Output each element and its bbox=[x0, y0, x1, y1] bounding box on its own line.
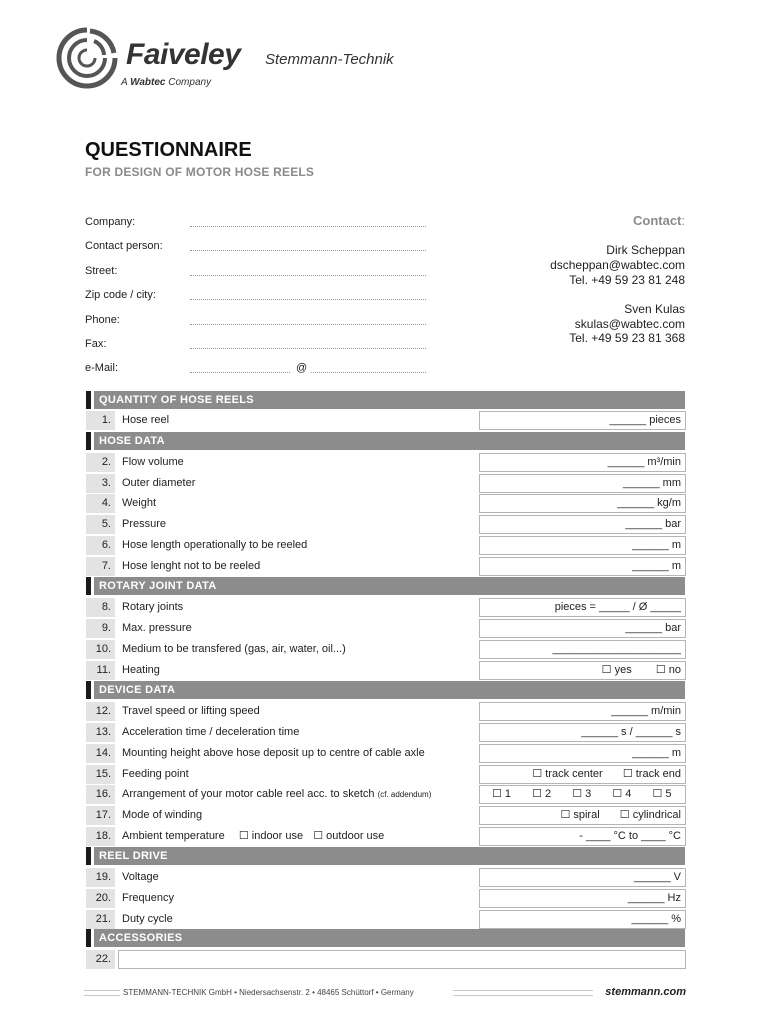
row-number: 20. bbox=[86, 889, 115, 908]
row-label: Mode of winding bbox=[122, 809, 203, 821]
spiral-checkbox[interactable]: ☐ spiral bbox=[560, 809, 600, 821]
row-label: Feeding point bbox=[122, 768, 189, 780]
tag-brand: Wabtec bbox=[130, 77, 166, 88]
contact2-tel: Tel. +49 59 23 81 368 bbox=[569, 331, 685, 345]
section-title: REEL DRIVE bbox=[94, 847, 685, 865]
section-hose-data bbox=[86, 432, 685, 450]
section-marker bbox=[86, 577, 91, 595]
row-number: 9. bbox=[86, 619, 115, 638]
row-unit: ______ V bbox=[633, 871, 681, 883]
row-label-note: (cf. addendum) bbox=[377, 790, 432, 799]
row-label: Mounting height above hose deposit up to centre of cable axle bbox=[122, 747, 425, 759]
max-pressure-field[interactable] bbox=[479, 619, 686, 638]
row-unit: ______ m bbox=[632, 539, 681, 551]
row-21 bbox=[86, 910, 685, 929]
acceleration-time-field[interactable] bbox=[479, 723, 686, 742]
hose-reel-quantity-field[interactable] bbox=[479, 411, 686, 430]
row-label: Outer diameter bbox=[122, 477, 196, 489]
tag-suffix: Company bbox=[168, 77, 212, 88]
company-field[interactable] bbox=[190, 225, 426, 227]
row-label: Hose length operationally to be reeled bbox=[122, 539, 308, 551]
row-number: 7. bbox=[86, 557, 115, 576]
zip-city-field[interactable] bbox=[190, 298, 426, 300]
tag-prefix: A bbox=[121, 77, 128, 88]
row-unit: ______ bar bbox=[625, 518, 681, 530]
row-label: Hose lenght not to be reeled bbox=[122, 560, 261, 572]
footer-address: STEMMANN-TECHNIK GmbH • Niedersachsenstr. 2 • 48465 Schüttorf • Germany bbox=[123, 988, 414, 997]
hose-length-not-reeled-field[interactable] bbox=[479, 557, 686, 576]
page-title: QUESTIONNAIRE bbox=[85, 139, 252, 161]
row-number: 12. bbox=[86, 702, 115, 721]
section-title: ACCESSORIES bbox=[94, 929, 685, 947]
section-marker bbox=[86, 847, 91, 865]
brand-subname: Stemmann-Technik bbox=[265, 51, 394, 68]
contact1-tel: Tel. +49 59 23 81 248 bbox=[569, 273, 685, 287]
row-unit: ______ m bbox=[632, 747, 681, 759]
row-17 bbox=[86, 806, 685, 825]
section-marker bbox=[86, 929, 91, 947]
email-at-sign: @ bbox=[296, 362, 308, 374]
row-unit: ______ m/min bbox=[611, 705, 681, 717]
row-label: Pressure bbox=[122, 518, 167, 530]
track-center-checkbox[interactable]: ☐ track center bbox=[532, 768, 603, 780]
contact-colon: : bbox=[681, 213, 685, 228]
row-number: 8. bbox=[86, 598, 115, 617]
row-label: Hose reel bbox=[122, 414, 170, 426]
row-label: Medium to be transfered (gas, air, water, oil...) bbox=[122, 643, 346, 655]
row-18 bbox=[86, 827, 685, 846]
row-10 bbox=[86, 640, 685, 659]
page-subtitle: FOR DESIGN OF MOTOR HOSE REELS bbox=[85, 165, 315, 179]
indoor-use-checkbox[interactable]: ☐ indoor use bbox=[238, 830, 304, 842]
row-22 bbox=[86, 950, 685, 969]
row-label: Flow volume bbox=[122, 456, 184, 468]
outer-diameter-field[interactable] bbox=[479, 474, 686, 493]
street-label: Street: bbox=[85, 265, 118, 277]
row-unit: ______ mm bbox=[622, 477, 681, 489]
row-unit: ______ m³/min bbox=[607, 456, 681, 468]
row-3 bbox=[86, 474, 685, 493]
footer-divider bbox=[84, 990, 120, 996]
row-number: 2. bbox=[86, 453, 115, 472]
winding-mode-options bbox=[479, 806, 686, 825]
email-user-field[interactable] bbox=[190, 371, 290, 373]
section-title: HOSE DATA bbox=[94, 432, 685, 450]
hose-length-reeled-field[interactable] bbox=[479, 536, 686, 555]
row-1 bbox=[86, 411, 685, 430]
section-title: DEVICE DATA bbox=[94, 681, 685, 699]
row-label: Voltage bbox=[122, 871, 159, 883]
section-marker bbox=[86, 391, 91, 409]
row-label bbox=[122, 785, 431, 804]
row-15 bbox=[86, 765, 685, 784]
contact2-email[interactable]: skulas@wabtec.com bbox=[574, 317, 685, 331]
row-5 bbox=[86, 515, 685, 534]
row-label: Acceleration time / deceleration time bbox=[122, 726, 300, 738]
row-unit: ______ kg/m bbox=[617, 497, 681, 509]
row-label: Duty cycle bbox=[122, 913, 173, 925]
phone-field[interactable] bbox=[190, 323, 426, 325]
contact-person-label: Contact person: bbox=[85, 240, 163, 252]
row-unit: ______ Hz bbox=[627, 892, 681, 904]
arrangement-1-checkbox[interactable]: ☐ 1 bbox=[492, 788, 512, 800]
row-7 bbox=[86, 557, 685, 576]
heating-options bbox=[479, 661, 686, 680]
row-4 bbox=[86, 494, 685, 513]
section-marker bbox=[86, 681, 91, 699]
section-reel-drive bbox=[86, 847, 685, 865]
row-number: 11. bbox=[86, 661, 115, 680]
frequency-field[interactable] bbox=[479, 889, 686, 908]
email-domain-field[interactable] bbox=[311, 371, 426, 373]
company-label: Company: bbox=[85, 216, 136, 228]
row-number: 19. bbox=[86, 868, 115, 887]
row-number: 15. bbox=[86, 765, 115, 784]
heating-yes-checkbox[interactable]: ☐ yes bbox=[601, 664, 632, 676]
mounting-height-field[interactable] bbox=[479, 744, 686, 763]
section-device-data bbox=[86, 681, 685, 699]
street-field[interactable] bbox=[190, 274, 426, 276]
zip-city-label: Zip code / city: bbox=[85, 289, 156, 301]
contact-person-field[interactable] bbox=[190, 249, 426, 251]
row-19 bbox=[86, 868, 685, 887]
voltage-field[interactable] bbox=[479, 868, 686, 887]
brand-tagline bbox=[121, 77, 211, 88]
track-end-checkbox[interactable]: ☐ track end bbox=[622, 768, 681, 780]
row-number: 14. bbox=[86, 744, 115, 763]
rotary-joints-field[interactable] bbox=[479, 598, 686, 617]
pressure-field[interactable] bbox=[479, 515, 686, 534]
row-2 bbox=[86, 453, 685, 472]
email-label: e-Mail: bbox=[85, 362, 119, 374]
row-number: 10. bbox=[86, 640, 115, 659]
row-number: 4. bbox=[86, 494, 115, 513]
row-20 bbox=[86, 889, 685, 908]
accessories-field[interactable] bbox=[118, 950, 686, 969]
section-marker bbox=[86, 432, 91, 450]
row-12 bbox=[86, 702, 685, 721]
row-number: 18. bbox=[86, 827, 115, 846]
row-unit: ______ % bbox=[631, 913, 681, 925]
phone-label: Phone: bbox=[85, 314, 120, 326]
row-label: Travel speed or lifting speed bbox=[122, 705, 260, 717]
row-13 bbox=[86, 723, 685, 742]
row-9 bbox=[86, 619, 685, 638]
outdoor-use-checkbox[interactable]: ☐ outdoor use bbox=[313, 830, 385, 842]
arrangement-5-checkbox[interactable]: ☐ 5 bbox=[652, 788, 672, 800]
contact-title-text: Contact bbox=[632, 213, 682, 228]
contact1-email[interactable]: dscheppan@wabtec.com bbox=[550, 258, 685, 272]
medium-field[interactable] bbox=[479, 640, 686, 659]
section-title: ROTARY JOINT DATA bbox=[94, 577, 685, 595]
feeding-point-options bbox=[479, 765, 686, 784]
brand-name: Faiveley bbox=[126, 38, 241, 71]
row-number: 13. bbox=[86, 723, 115, 742]
fax-field[interactable] bbox=[190, 347, 426, 349]
contact2-name: Sven Kulas bbox=[624, 302, 685, 316]
row-label: Weight bbox=[122, 497, 157, 509]
row-unit: - ____ °C to ____ °C bbox=[579, 830, 681, 842]
row-number: 5. bbox=[86, 515, 115, 534]
arrangement-4-checkbox[interactable]: ☐ 4 bbox=[612, 788, 632, 800]
arrangement-3-checkbox[interactable]: ☐ 3 bbox=[572, 788, 592, 800]
row-unit: ______ pieces bbox=[609, 414, 681, 426]
ambient-temperature-field[interactable] bbox=[479, 827, 686, 846]
arrangement-options bbox=[479, 785, 686, 804]
section-accessories bbox=[86, 929, 685, 947]
row-unit: ______ s / ______ s bbox=[581, 726, 681, 738]
row-14 bbox=[86, 744, 685, 763]
footer-divider bbox=[453, 990, 593, 996]
row-label-text: Ambient temperature bbox=[122, 830, 225, 842]
flow-volume-field[interactable] bbox=[479, 453, 686, 472]
row-label bbox=[122, 827, 384, 846]
row-label-text: Arrangement of your motor cable reel acc. to sketch bbox=[122, 788, 375, 800]
row-unit: _____________________ bbox=[552, 643, 681, 655]
section-title: QUANTITY OF HOSE REELS bbox=[94, 391, 685, 409]
row-number: 22. bbox=[86, 950, 115, 969]
weight-field[interactable] bbox=[479, 494, 686, 513]
section-quantity bbox=[86, 391, 685, 409]
row-number: 16. bbox=[86, 785, 115, 804]
row-11 bbox=[86, 661, 685, 680]
duty-cycle-field[interactable] bbox=[479, 910, 686, 929]
row-8 bbox=[86, 598, 685, 617]
section-rotary-joint bbox=[86, 577, 685, 595]
contact1-name: Dirk Scheppan bbox=[606, 243, 685, 257]
travel-speed-field[interactable] bbox=[479, 702, 686, 721]
row-label: Rotary joints bbox=[122, 601, 184, 613]
fax-label: Fax: bbox=[85, 338, 107, 350]
row-6 bbox=[86, 536, 685, 555]
row-label: Frequency bbox=[122, 892, 174, 904]
row-unit: pieces = _____ / Ø _____ bbox=[554, 601, 681, 613]
row-label: Heating bbox=[122, 664, 160, 676]
footer-url[interactable]: stemmann.com bbox=[605, 986, 686, 998]
row-number: 21. bbox=[86, 910, 115, 929]
row-16 bbox=[86, 785, 685, 804]
cylindrical-checkbox[interactable]: ☐ cylindrical bbox=[619, 809, 681, 821]
heating-no-checkbox[interactable]: ☐ no bbox=[655, 664, 681, 676]
row-number: 6. bbox=[86, 536, 115, 555]
row-number: 3. bbox=[86, 474, 115, 493]
row-unit: ______ m bbox=[632, 560, 681, 572]
row-unit: ______ bar bbox=[625, 622, 681, 634]
arrangement-2-checkbox[interactable]: ☐ 2 bbox=[532, 788, 552, 800]
row-number: 1. bbox=[86, 411, 115, 430]
row-number: 17. bbox=[86, 806, 115, 825]
contact-title bbox=[633, 213, 685, 228]
row-label: Max. pressure bbox=[122, 622, 192, 634]
